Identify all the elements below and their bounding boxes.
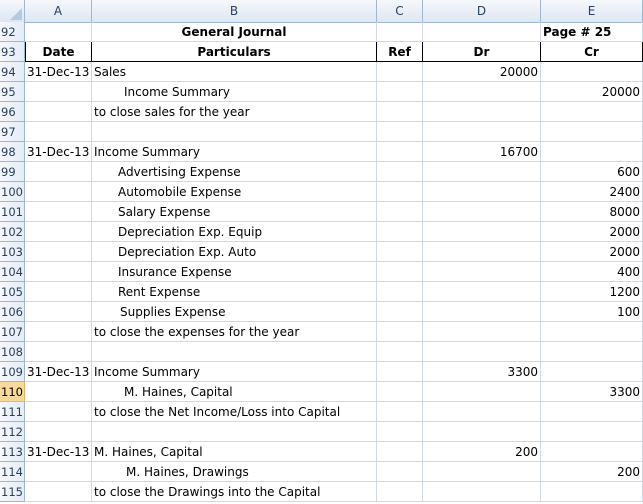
table-row — [0, 302, 643, 322]
table-row — [0, 462, 643, 482]
cell-d[interactable] — [423, 302, 541, 322]
cell-e[interactable] — [541, 422, 643, 442]
cell-c[interactable] — [377, 342, 423, 362]
cell-e[interactable]: Page # 25 — [541, 22, 643, 42]
table-row — [0, 102, 643, 122]
cell-a[interactable]: 31-Dec-13 — [25, 142, 92, 162]
cell-a[interactable] — [25, 82, 92, 102]
cell-b[interactable]: Automobile Expense — [92, 182, 377, 202]
row-header[interactable]: 109 — [0, 362, 25, 382]
table-row — [0, 322, 643, 342]
cell-e[interactable] — [541, 482, 643, 502]
cell-d[interactable] — [423, 322, 541, 342]
cell-c[interactable] — [377, 422, 423, 442]
cell-a[interactable]: Date — [25, 42, 92, 62]
cell-e[interactable]: 2400 — [541, 182, 643, 202]
table-row — [0, 402, 643, 422]
row-header[interactable]: 94 — [0, 62, 25, 82]
row-header[interactable]: 98 — [0, 142, 25, 162]
cell-b[interactable]: Sales — [92, 62, 377, 82]
select-all-icon — [10, 8, 22, 20]
cell-c[interactable] — [377, 142, 423, 162]
cell-c[interactable] — [377, 262, 423, 282]
table-row — [0, 482, 643, 502]
cell-d[interactable] — [423, 82, 541, 102]
row-header[interactable]: 113 — [0, 442, 25, 462]
column-header-a[interactable]: A — [25, 0, 92, 22]
row-header[interactable]: 115 — [0, 482, 25, 502]
table-row — [0, 222, 643, 242]
cell-d[interactable] — [423, 262, 541, 282]
cell-a[interactable]: 31-Dec-13 — [25, 442, 92, 462]
cell-a[interactable] — [25, 322, 92, 342]
row-header[interactable]: 108 — [0, 342, 25, 362]
cell-c[interactable] — [377, 282, 423, 302]
cell-a[interactable] — [25, 222, 92, 242]
cell-c[interactable] — [377, 82, 423, 102]
cell-a[interactable] — [25, 302, 92, 322]
cell-grid — [0, 22, 643, 502]
cell-c[interactable] — [377, 362, 423, 382]
cell-c[interactable] — [377, 462, 423, 482]
table-row — [0, 282, 643, 302]
cell-b[interactable]: Particulars — [92, 42, 377, 62]
row-header[interactable]: 106 — [0, 302, 25, 322]
cell-d[interactable] — [423, 202, 541, 222]
cell-c[interactable] — [377, 222, 423, 242]
table-row — [0, 262, 643, 282]
cell-c[interactable] — [377, 22, 423, 42]
column-header-d[interactable]: D — [423, 0, 541, 22]
cell-c[interactable] — [377, 382, 423, 402]
cell-a[interactable] — [25, 402, 92, 422]
cell-e[interactable]: 2000 — [541, 222, 643, 242]
table-row — [0, 202, 643, 222]
cell-c[interactable] — [377, 182, 423, 202]
cell-e[interactable] — [541, 102, 643, 122]
cell-e[interactable]: 600 — [541, 162, 643, 182]
table-row — [0, 22, 643, 42]
cell-e[interactable] — [541, 322, 643, 342]
cell-c[interactable] — [377, 302, 423, 322]
cell-b[interactable]: Salary Expense — [92, 202, 377, 222]
cell-c[interactable] — [377, 122, 423, 142]
cell-e[interactable]: 8000 — [541, 202, 643, 222]
cell-b[interactable] — [92, 122, 377, 142]
select-all-button[interactable] — [0, 0, 25, 22]
cell-e[interactable]: 3300 — [541, 382, 643, 402]
cell-c[interactable] — [377, 402, 423, 422]
cell-e[interactable]: 1200 — [541, 282, 643, 302]
cell-e[interactable] — [541, 122, 643, 142]
row-header[interactable]: 99 — [0, 162, 25, 182]
cell-a[interactable] — [25, 202, 92, 222]
cell-d[interactable] — [423, 102, 541, 122]
cell-a[interactable] — [25, 122, 92, 142]
cell-e[interactable]: 20000 — [541, 82, 643, 102]
cell-b[interactable]: to close the expenses for the year — [92, 322, 377, 342]
cell-b[interactable] — [92, 342, 377, 362]
cell-c[interactable] — [377, 242, 423, 262]
cell-e[interactable]: 100 — [541, 302, 643, 322]
table-row — [0, 342, 643, 362]
cell-c[interactable] — [377, 482, 423, 502]
cell-d[interactable] — [423, 382, 541, 402]
cell-d[interactable]: Dr — [423, 42, 541, 62]
cell-d[interactable] — [423, 162, 541, 182]
row-header[interactable]: 93 — [0, 42, 25, 62]
row-header[interactable]: 96 — [0, 102, 25, 122]
table-row — [0, 442, 643, 462]
cell-b[interactable]: General Journal — [92, 22, 377, 42]
column-header-c[interactable]: C — [377, 0, 423, 22]
cell-c[interactable] — [377, 442, 423, 462]
cell-b[interactable]: to close the Net Income/Loss into Capital — [92, 402, 377, 422]
cell-e[interactable] — [541, 362, 643, 382]
cell-a[interactable] — [25, 282, 92, 302]
table-row — [0, 142, 643, 162]
row-header[interactable]: 100 — [0, 182, 25, 202]
table-row — [0, 242, 643, 262]
row-header[interactable]: 105 — [0, 282, 25, 302]
cell-d[interactable] — [423, 22, 541, 42]
cell-a[interactable] — [25, 462, 92, 482]
cell-d[interactable] — [423, 242, 541, 262]
cell-a[interactable]: 31-Dec-13 — [25, 62, 92, 82]
cell-b[interactable]: Rent Expense — [92, 282, 377, 302]
cell-b[interactable]: Income Summary — [92, 142, 377, 162]
row-header[interactable]: 104 — [0, 262, 25, 282]
row-header[interactable]: 112 — [0, 422, 25, 442]
cell-e[interactable] — [541, 342, 643, 362]
cell-b[interactable]: Income Summary — [92, 362, 377, 382]
table-row — [0, 362, 643, 382]
cell-a[interactable] — [25, 382, 92, 402]
row-header[interactable]: 102 — [0, 222, 25, 242]
cell-a[interactable] — [25, 482, 92, 502]
cell-d[interactable]: 200 — [423, 442, 541, 462]
row-header[interactable]: 92 — [0, 22, 25, 42]
cell-e[interactable] — [541, 142, 643, 162]
cell-d[interactable]: 16700 — [423, 142, 541, 162]
cell-c[interactable] — [377, 202, 423, 222]
cell-e[interactable]: 200 — [541, 462, 643, 482]
cell-a[interactable] — [25, 262, 92, 282]
cell-e[interactable] — [541, 402, 643, 422]
table-row — [0, 62, 643, 82]
cell-b[interactable]: Supplies Expense — [92, 302, 377, 322]
cell-d[interactable] — [423, 182, 541, 202]
cell-a[interactable] — [25, 22, 92, 42]
cell-d[interactable] — [423, 122, 541, 142]
cell-d[interactable] — [423, 482, 541, 502]
cell-c[interactable] — [377, 102, 423, 122]
cell-b[interactable]: Advertising Expense — [92, 162, 377, 182]
cell-d[interactable] — [423, 462, 541, 482]
cell-d[interactable]: 20000 — [423, 62, 541, 82]
cell-d[interactable]: 3300 — [423, 362, 541, 382]
cell-a[interactable] — [25, 102, 92, 122]
cell-a[interactable] — [25, 162, 92, 182]
table-row — [0, 82, 643, 102]
cell-b[interactable]: Insurance Expense — [92, 262, 377, 282]
cell-c[interactable] — [377, 322, 423, 342]
cell-a[interactable] — [25, 342, 92, 362]
cell-a[interactable] — [25, 182, 92, 202]
cell-c[interactable]: Ref — [377, 42, 423, 62]
row-header[interactable]: 101 — [0, 202, 25, 222]
cell-d[interactable] — [423, 282, 541, 302]
cell-b[interactable] — [92, 422, 377, 442]
cell-b[interactable]: Depreciation Exp. Equip — [92, 222, 377, 242]
column-header-b[interactable]: B — [92, 0, 377, 22]
cell-b[interactable]: to close the Drawings into the Capital — [92, 482, 377, 502]
cell-a[interactable] — [25, 422, 92, 442]
cell-b[interactable]: Income Summary — [92, 82, 377, 102]
table-row — [0, 122, 643, 142]
cell-b[interactable]: to close sales for the year — [92, 102, 377, 122]
row-header[interactable]: 110 — [0, 382, 25, 402]
table-row — [0, 422, 643, 442]
row-header[interactable]: 111 — [0, 402, 25, 422]
table-row — [0, 162, 643, 182]
table-row — [0, 382, 643, 402]
cell-b[interactable]: M. Haines, Drawings — [92, 462, 377, 482]
cell-e[interactable]: 400 — [541, 262, 643, 282]
cell-e[interactable]: 2000 — [541, 242, 643, 262]
table-row — [0, 42, 643, 62]
cell-d[interactable] — [423, 422, 541, 442]
cell-d[interactable] — [423, 342, 541, 362]
cell-e[interactable]: Cr — [541, 42, 643, 62]
cell-d[interactable] — [423, 222, 541, 242]
cell-b[interactable]: M. Haines, Capital — [92, 382, 377, 402]
cell-d[interactable] — [423, 402, 541, 422]
row-header[interactable]: 114 — [0, 462, 25, 482]
cell-e[interactable] — [541, 62, 643, 82]
cell-a[interactable] — [25, 242, 92, 262]
cell-c[interactable] — [377, 62, 423, 82]
column-header-row — [0, 0, 643, 23]
row-header[interactable]: 107 — [0, 322, 25, 342]
cell-c[interactable] — [377, 162, 423, 182]
row-header[interactable]: 103 — [0, 242, 25, 262]
cell-a[interactable]: 31-Dec-13 — [25, 362, 92, 382]
cell-b[interactable]: Depreciation Exp. Auto — [92, 242, 377, 262]
column-header-e[interactable]: E — [541, 0, 643, 22]
cell-b[interactable]: M. Haines, Capital — [92, 442, 377, 462]
row-header[interactable]: 95 — [0, 82, 25, 102]
cell-e[interactable] — [541, 442, 643, 462]
row-header[interactable]: 97 — [0, 122, 25, 142]
table-row — [0, 182, 643, 202]
